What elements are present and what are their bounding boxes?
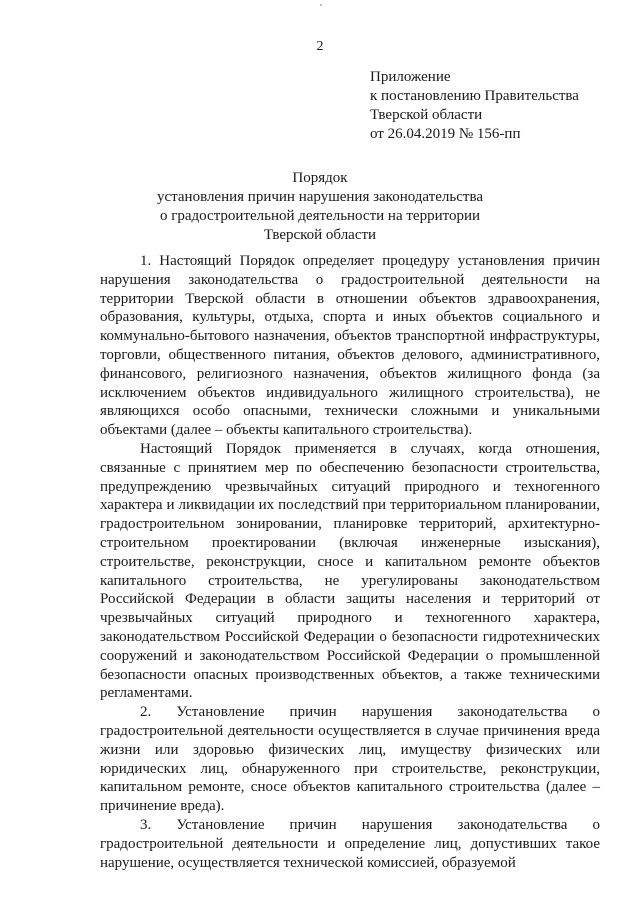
title-line: о градостроительной деятельности на территории xyxy=(159,208,481,224)
appendix-line: Тверской области xyxy=(370,107,483,123)
scan-dot xyxy=(320,4,322,6)
paragraph-1: 1. Настоящий Порядок определяет процедуру установления причин нарушения законодательства о градостроительной деятельности на территории Тверской области в отношении объектов здравоохранения, образования, культуры, отдыха, спорта и иных объектов социального и коммунально-бытового назначения, объектов транспортной инфраструктуры, торговли, общественного питания, объектов делового, административного, финансового, религиозного назначения, объектов жилищного фонда (за исключением объектов индивидуального жилищного строительства), не являющихся особо опасными, технически сложными и уникальными объектами (далее – объекты капитального строительства). xyxy=(100,253,600,439)
page-number: 2 xyxy=(316,39,324,54)
title-line: Порядок xyxy=(292,170,348,186)
appendix-line: к постановлению Правительства xyxy=(370,88,579,104)
paragraph-2: Настоящий Порядок применяется в случаях, когда отношения, связанные с принятием мер по обеспечению безопасности строительства, предупреждению чрезвычайных ситуаций природного и техногенного характера и ликвидации их последствий при территориальном планировании, градостроительном зонировании, планировке территорий, архитектурно-строительном проектировании (включая инженерные изыскания), строительстве, реконструкции, сносе и капитальном ремонте объектов капитального строительства, не урегулированы законодательством Российской Федерации в области защиты населения и территорий от чрезвычайных ситуаций природного и техногенного характера, законодательством Российской Федерации о безопасности гидротехнических сооружений и законодательством Российской Федерации о промышленной безопасности опасных производственных объектов, а также техническими регламентами. xyxy=(100,440,600,702)
paragraph-4: 3. Установление причин нарушения законодательства о градостроительной деятельности и определение лиц, допустивших такое нарушение, осуществляется технической комиссией, образуемой xyxy=(100,816,600,871)
appendix-header xyxy=(370,68,579,144)
document-title xyxy=(90,169,550,245)
paragraph-3: 2. Установление причин нарушения законодательства о градостроительной деятельности осуществляется в случае причинения вреда жизни или здоровью физических лиц, имуществу физических или юридических лиц, обнаруженного при строительстве, реконструкции, капитальном ремонте, сносе объектов капитального строительства (далее – причинение вреда). xyxy=(100,704,600,815)
title-line: установления причин нарушения законодательства xyxy=(156,189,483,205)
title-line: Тверской области xyxy=(263,227,377,243)
document-body xyxy=(100,252,600,872)
appendix-line: Приложение xyxy=(370,69,451,85)
appendix-line: от 26.04.2019 № 156-пп xyxy=(370,126,521,142)
